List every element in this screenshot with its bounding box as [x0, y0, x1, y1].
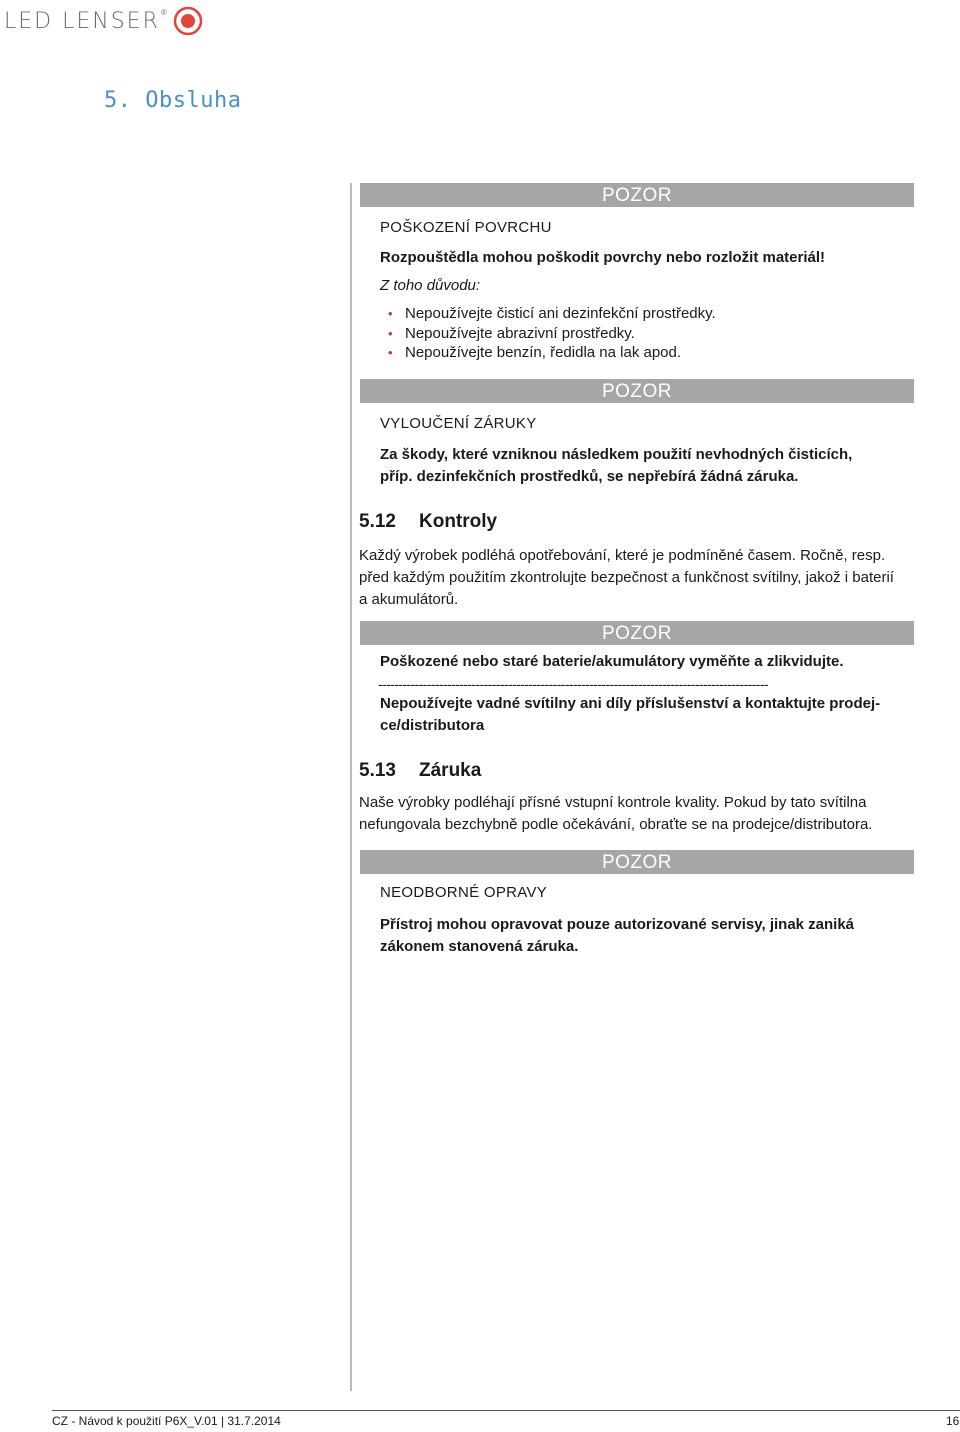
warning-bar: POZOR — [360, 621, 914, 645]
list-item: • Nepoužívejte abrazivní prostředky. — [388, 324, 716, 344]
logo-registered-mark: ® — [160, 8, 167, 17]
warning-bullet-list — [388, 304, 716, 363]
footer-document-info: CZ - Návod k použití P6X_V.01 | 31.7.2014 — [52, 1414, 281, 1428]
warning-bar: POZOR — [360, 850, 914, 874]
section-title: Záruka — [419, 760, 482, 781]
content-divider-line — [350, 183, 352, 1391]
section-heading — [359, 760, 481, 782]
paragraph-line: Každý výrobek podléhá opotřebování, které je podmíněné časem. Ročně, resp. — [359, 547, 886, 564]
warning-bold-text: Rozpouštědla mohou poškodit povrchy nebo rozložit materiál! — [380, 249, 826, 266]
warning-bold-text: Přístroj mohou opravovat pouze autorizované servisy, jinak zaniká — [380, 916, 855, 933]
brand-logo — [4, 6, 203, 36]
footer-divider — [52, 1410, 960, 1411]
warning-heading: NEODBORNÉ OPRAVY — [380, 884, 548, 901]
page-section-title: 5. Obsluha — [104, 88, 242, 113]
dashed-separator: ------------------------------------------------------------------------------------------------ — [378, 676, 768, 692]
list-item: • Nepoužívejte benzín, ředidla na lak apod. — [388, 343, 716, 363]
section-heading — [359, 511, 497, 533]
section-number: 5.12 — [359, 511, 396, 532]
warning-heading: VYLOUČENÍ ZÁRUKY — [380, 415, 537, 432]
list-item: • Nepoužívejte čisticí ani dezinfekční prostředky. — [388, 304, 716, 324]
logo-circle-icon — [173, 6, 203, 36]
section-title: Kontroly — [419, 511, 498, 532]
warning-bold-text: Nepoužívejte vadné svítilny ani díly příslušenství a kontaktujte prodej- — [380, 695, 881, 712]
logo-text: LED LENSER — [4, 8, 160, 34]
paragraph-line: Naše výrobky podléhají přísné vstupní kontrole kvality. Pokud by tato svítilna — [359, 794, 867, 811]
paragraph-line: před každým použitím zkontrolujte bezpečnost a funkčnost svítilny, jakož i baterií — [359, 569, 894, 586]
paragraph-line: nefungovala bezchybně podle očekávání, obraťte se na prodejce/distributora. — [359, 816, 873, 833]
warning-bold-text: ce/distributora — [380, 717, 485, 734]
warning-heading: POŠKOZENÍ POVRCHU — [380, 219, 552, 236]
warning-bold-text: příp. dezinfekčních prostředků, se nepřebírá žádná záruka. — [380, 468, 799, 485]
warning-bar: POZOR — [360, 379, 914, 403]
paragraph-line: a akumulátorů. — [359, 591, 459, 608]
page-number: 16 — [946, 1414, 960, 1428]
section-number: 5.13 — [359, 760, 396, 781]
warning-bold-text: zákonem stanovená záruka. — [380, 938, 579, 955]
warning-bar: POZOR — [360, 183, 914, 207]
warning-bold-text: Poškozené nebo staré baterie/akumulátory vyměňte a zlikvidujte. — [380, 653, 844, 670]
warning-subtext: Z toho důvodu: — [380, 277, 481, 294]
warning-bold-text: Za škody, které vzniknou následkem použití nevhodných čisticích, — [380, 446, 853, 463]
